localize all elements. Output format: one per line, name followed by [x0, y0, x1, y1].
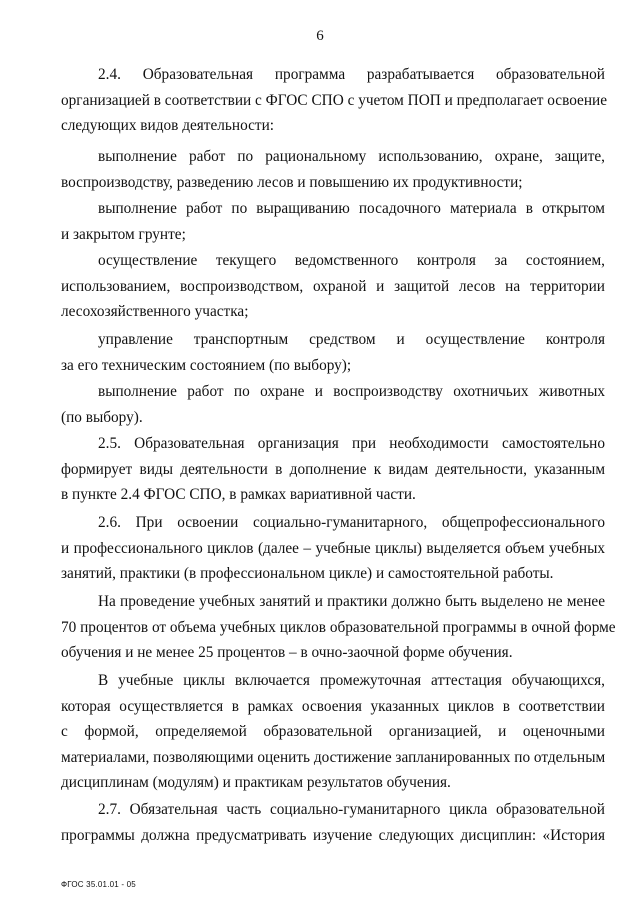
activity-item-2 — [61, 196, 605, 247]
text-line: и профессионального циклов (далее – учебные циклы) выделяется объем учебных — [61, 539, 605, 557]
text-line: занятий, практики (в профессиональном цикле) и самостоятельной работы. — [61, 565, 554, 583]
text-line: формирует виды деятельности в дополнение к видам деятельности, указанным — [61, 460, 605, 478]
paragraph-attestation — [61, 668, 605, 796]
text-line: организацией в соответствии с ФГОС СПО с учетом ПОП и предполагает освоение — [61, 91, 607, 109]
paragraph-2-7 — [61, 797, 605, 848]
text-line: выполнение работ по охране и воспроизводству охотничьих животных — [98, 383, 605, 400]
activity-item-3 — [61, 248, 605, 325]
activity-item-1 — [61, 144, 605, 195]
text-line: дисциплинам (модулям) и практикам результатов обучения. — [61, 774, 451, 792]
paragraph-2-5 — [61, 431, 605, 508]
page-number: 6 — [316, 28, 324, 44]
paragraph-2-6 — [61, 510, 605, 587]
text-line: воспроизводству, разведению лесов и повышению их продуктивности; — [61, 173, 523, 191]
text-line: 2.7. Обязательная часть социально-гуманитарного цикла образовательной — [98, 801, 605, 818]
text-line: в пункте 2.4 ФГОС СПО, в рамках вариативной части. — [61, 486, 416, 504]
text-line: выполнение работ по рациональному использованию, охране, защите, — [98, 148, 605, 165]
text-line: и закрытом грунте; — [61, 225, 186, 243]
text-line: 2.6. При освоении социально-гуманитарного, общепрофессионального — [98, 514, 605, 531]
text-line: управление транспортным средством и осуществление контроля — [98, 331, 605, 348]
document-footer-code: ФГОС 35.01.01 - 05 — [61, 880, 136, 889]
text-line: В учебные циклы включается промежуточная аттестация обучающихся, — [98, 672, 605, 689]
activity-item-4 — [61, 327, 605, 378]
text-line: обучения и не менее 25 процентов – в очно-заочной форме обучения. — [61, 644, 513, 662]
text-line: 70 процентов от объема учебных циклов образовательной программы в очной форме — [61, 618, 616, 636]
text-line: использованием, воспроизводством, охраной и защитой лесов на территории — [61, 277, 605, 295]
text-line: с формой, определяемой образовательной организацией, и оценочными — [61, 723, 605, 741]
paragraph-2-4 — [61, 62, 605, 139]
text-line: 2.5. Образовательная организация при необходимости самостоятельно — [98, 435, 605, 452]
paragraph-study-hours — [61, 589, 616, 666]
text-line: материалами, позволяющими оценить достижение запланированных по отдельным — [61, 748, 606, 766]
text-line: 2.4. Образовательная программа разрабатывается образовательной — [98, 66, 605, 83]
text-line: за его техническим состоянием (по выбору); — [61, 356, 352, 374]
text-line: программы должна предусматривать изучение следующих дисциплин: «История — [61, 826, 605, 844]
text-line: На проведение учебных занятий и практики должно быть выделено не менее — [98, 593, 605, 610]
text-line: лесохозяйственного участка; — [61, 303, 249, 321]
text-line: которая осуществляется в рамках освоения указанных циклов в соответствии — [61, 697, 605, 715]
text-line: (по выбору). — [61, 408, 143, 426]
text-line: следующих видов деятельности: — [61, 117, 275, 135]
text-line: осуществление текущего ведомственного контроля за состоянием, — [98, 252, 605, 269]
text-line: выполнение работ по выращиванию посадочного материала в открытом — [98, 200, 605, 217]
activity-item-5 — [61, 379, 605, 430]
